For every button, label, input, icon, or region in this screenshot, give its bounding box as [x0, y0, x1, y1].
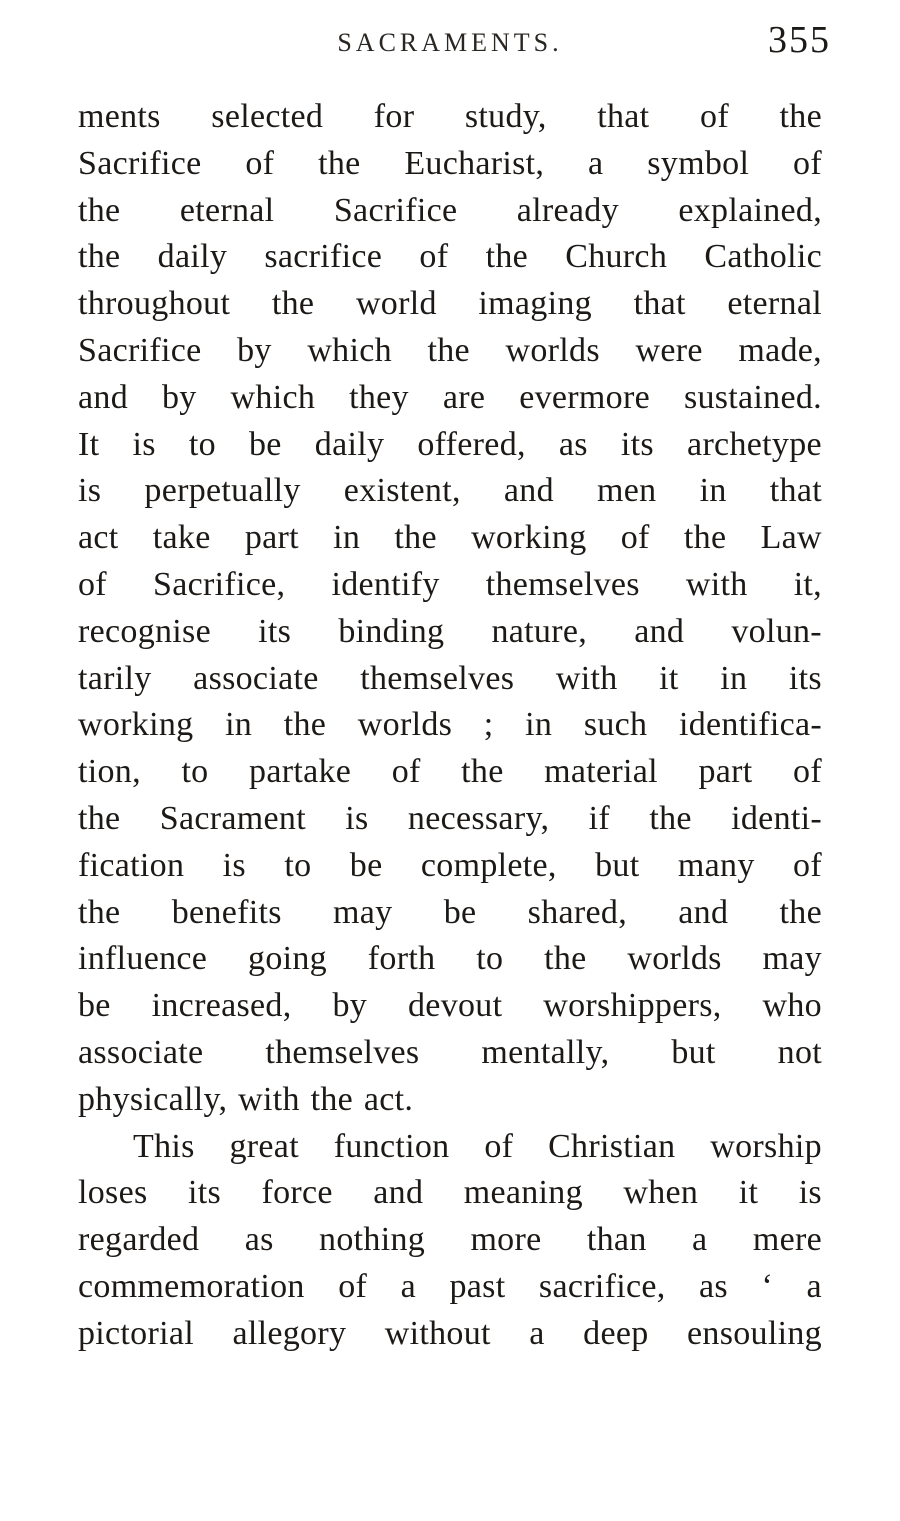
word: offered, [417, 425, 526, 463]
text-line [78, 188, 822, 235]
word: sustained. [683, 378, 822, 416]
word: a [806, 1267, 822, 1305]
word: be [349, 846, 383, 884]
word: world [355, 285, 437, 323]
word: the [271, 285, 315, 323]
word: in [225, 706, 253, 744]
word: eternal [179, 191, 275, 229]
word: may [762, 940, 822, 978]
word: its [788, 659, 822, 697]
word: partake [249, 753, 352, 791]
word: who [762, 987, 822, 1025]
word: the [544, 940, 587, 978]
word: binding [338, 612, 445, 650]
word: the [649, 799, 692, 837]
word: loses [78, 1174, 148, 1212]
word: to [476, 940, 504, 978]
word: is [132, 425, 156, 463]
word: as [558, 425, 588, 463]
word: allegory [232, 1314, 347, 1352]
word: men [597, 472, 657, 510]
word: themselves [485, 565, 640, 603]
word: many [677, 846, 755, 884]
word: is [222, 846, 246, 884]
word: This [133, 1127, 195, 1165]
word: of [484, 1127, 514, 1165]
word: to [181, 753, 209, 791]
word: may [333, 893, 393, 931]
word: already [516, 191, 619, 229]
word: which [230, 378, 316, 416]
text-line [78, 328, 822, 375]
page-body [78, 94, 822, 1358]
word: associate [78, 1033, 204, 1071]
word: worshippers, [543, 987, 722, 1025]
word: made, [738, 331, 822, 369]
word: Sacrifice [333, 191, 458, 229]
word: they [349, 378, 409, 416]
word: the [779, 98, 822, 135]
word: themselves [360, 659, 515, 697]
text-line [78, 656, 822, 703]
word: ensouling [687, 1314, 822, 1352]
word: tion, [78, 753, 141, 791]
word: recognise [78, 612, 211, 650]
word: of [419, 238, 449, 276]
text-line [78, 843, 822, 890]
text-line [78, 562, 822, 609]
word: the [78, 799, 121, 837]
word: volun- [731, 612, 822, 650]
paragraph [78, 1124, 822, 1358]
text-line: physically, with the act. [78, 1080, 414, 1118]
running-title: SACRAMENTS. [337, 28, 563, 57]
word: and [373, 1174, 424, 1212]
word: by [332, 987, 368, 1025]
word: daily [314, 425, 385, 463]
word: the [683, 519, 727, 557]
word: if [588, 799, 611, 837]
word: identify [331, 565, 440, 603]
word: of [338, 1267, 368, 1305]
word: and [78, 378, 128, 416]
word: that [597, 98, 650, 135]
word: of [700, 98, 729, 135]
word: of [245, 144, 275, 182]
word: Law [760, 519, 822, 557]
text-line [78, 796, 822, 843]
text-line [78, 1124, 822, 1171]
text-line [78, 1170, 822, 1217]
word: it [738, 1174, 759, 1212]
word: throughout [78, 285, 231, 323]
word: is [345, 799, 369, 837]
word: by [161, 378, 197, 416]
word: worship [710, 1127, 822, 1165]
word: It [78, 425, 100, 463]
word: mere [752, 1221, 822, 1259]
text-line [78, 422, 822, 469]
word: study, [464, 98, 547, 135]
text-line [78, 749, 822, 796]
word: ; [483, 706, 494, 744]
word: daily [157, 238, 228, 276]
word: with [685, 565, 748, 603]
word: act [78, 519, 119, 557]
word: of [793, 846, 822, 884]
word: Christian [548, 1127, 676, 1165]
word: great [229, 1127, 299, 1165]
word: in [720, 659, 748, 697]
word: Sacrifice [78, 144, 202, 182]
word: a [588, 144, 604, 182]
word: and [634, 612, 685, 650]
word: complete, [420, 846, 557, 884]
word: archetype [687, 425, 822, 463]
word: Church [565, 238, 668, 276]
text-line [78, 702, 822, 749]
text-line [78, 1264, 822, 1311]
word: a [529, 1314, 545, 1352]
word: identi- [731, 799, 822, 837]
word: but [671, 1033, 716, 1071]
word: tarily [78, 659, 152, 697]
word: Catholic [704, 238, 822, 276]
word: as [699, 1267, 728, 1305]
word: and [503, 472, 554, 510]
word: in [699, 472, 727, 510]
word: in [525, 706, 553, 744]
text-line [78, 468, 822, 515]
word: symbol [647, 144, 750, 182]
word: than [586, 1221, 647, 1259]
word: regarded [78, 1221, 200, 1259]
word: worlds [627, 940, 722, 978]
word: forth [367, 940, 436, 978]
word: it [659, 659, 679, 697]
word: for [373, 98, 415, 135]
page-header [78, 0, 831, 70]
word: selected [211, 98, 324, 135]
word: take [152, 519, 211, 557]
word: past [449, 1267, 506, 1305]
word: existent, [343, 472, 461, 510]
word: identifica- [678, 706, 822, 744]
word: the [78, 238, 121, 276]
text-line [78, 936, 822, 983]
word: deep [583, 1314, 649, 1352]
word: perpetually [144, 472, 301, 510]
word: going [248, 940, 327, 978]
word: be [78, 987, 111, 1025]
word: necessary, [407, 799, 550, 837]
word: such [583, 706, 648, 744]
text-line [78, 375, 822, 422]
word: of [78, 565, 107, 603]
word: eternal [727, 285, 822, 323]
word: in [333, 519, 361, 557]
word: more [470, 1221, 542, 1259]
word: the [779, 893, 822, 931]
word: the [427, 331, 470, 369]
word: part [698, 753, 753, 791]
word: ‘ [761, 1267, 774, 1305]
text-line [78, 234, 822, 281]
word: nature, [491, 612, 588, 650]
word: imaging [478, 285, 592, 323]
word: be [443, 893, 477, 931]
word: commemoration [78, 1267, 305, 1305]
word: associate [193, 659, 319, 697]
word: are [442, 378, 486, 416]
word: were [635, 331, 703, 369]
word: that [769, 472, 822, 510]
word: be [248, 425, 282, 463]
word: working [78, 706, 194, 744]
word: material [544, 753, 658, 791]
word: is [78, 472, 102, 510]
word: without [384, 1314, 491, 1352]
word: shared, [527, 893, 628, 931]
text-line [78, 1030, 822, 1077]
word: is [798, 1174, 822, 1212]
text-line [78, 94, 822, 141]
word: fication [78, 846, 185, 884]
text-line [78, 890, 822, 937]
word: nothing [319, 1221, 426, 1259]
text-line [78, 1217, 822, 1264]
word: worlds [357, 706, 453, 744]
word: its [258, 612, 292, 650]
word: sacrifice, [538, 1267, 666, 1305]
word: function [333, 1127, 450, 1165]
word: of [391, 753, 421, 791]
word: Eucharist, [404, 144, 545, 182]
word: benefits [171, 893, 282, 931]
word: when [623, 1174, 699, 1212]
text-line [78, 515, 822, 562]
text-line [78, 983, 822, 1030]
word: meaning [463, 1174, 583, 1212]
word: by [237, 331, 272, 369]
word: the [461, 753, 504, 791]
word: the [485, 238, 529, 276]
paragraph [78, 94, 822, 1124]
word: the [78, 893, 121, 931]
page-number: 355 [768, 19, 831, 61]
word: as [244, 1221, 274, 1259]
word: sacrifice [264, 238, 383, 276]
word: evermore [519, 378, 650, 416]
word: of [793, 753, 822, 791]
word: that [633, 285, 686, 323]
word: ments [78, 98, 161, 135]
text-line [78, 1311, 822, 1358]
word: which [307, 331, 392, 369]
word: Sacrifice, [153, 565, 286, 603]
word: increased, [151, 987, 292, 1025]
word: mentally, [481, 1033, 610, 1071]
text-line [78, 281, 822, 328]
text-line [78, 609, 822, 656]
word: worlds [505, 331, 600, 369]
word: the [283, 706, 327, 744]
word: Sacrament [159, 799, 306, 837]
word: devout [408, 987, 503, 1025]
word: the [394, 519, 437, 557]
word: a [692, 1221, 708, 1259]
word: of [620, 519, 650, 557]
word: with [555, 659, 618, 697]
word: pictorial [78, 1314, 194, 1352]
word: working [471, 519, 587, 557]
word: its [187, 1174, 221, 1212]
word: explained, [678, 191, 822, 229]
word: the [318, 144, 361, 182]
word: it, [793, 565, 822, 603]
word: influence [78, 940, 208, 978]
word: and [678, 893, 729, 931]
word: the [78, 191, 121, 229]
word: to [188, 425, 216, 463]
word: Sacrifice [78, 331, 202, 369]
word: force [261, 1174, 333, 1212]
word: but [595, 846, 640, 884]
word: themselves [265, 1033, 420, 1071]
text-line [78, 141, 822, 188]
word: of [793, 144, 822, 182]
word: a [400, 1267, 417, 1305]
word: not [777, 1033, 822, 1071]
word: part [244, 519, 299, 557]
word: to [284, 846, 312, 884]
word: its [620, 425, 654, 463]
